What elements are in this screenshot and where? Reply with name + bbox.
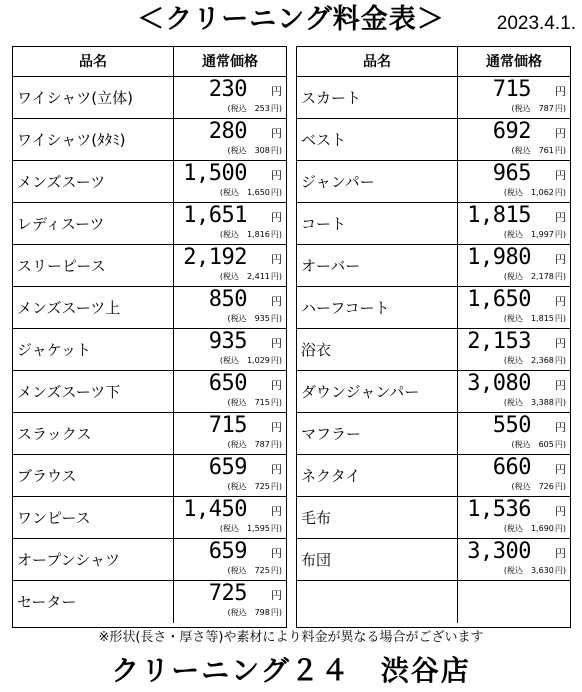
item-name: ジャンパー [297,161,458,202]
yen-unit: 円 [555,127,566,140]
price-cell-empty [458,581,570,623]
table-row [13,581,286,623]
table-row [13,371,286,413]
tax-value: 761 [538,146,554,155]
regular-price: 659 [208,539,247,564]
header-item-name: 品名 [297,47,458,76]
tax-prefix: (税込 [227,608,247,617]
header-regular-price: 通常価格 [486,54,542,70]
item-name: オープンシャツ [13,539,174,580]
table-row [297,119,570,161]
item-name: メンズスーツ下 [13,371,174,412]
tax-prefix: (税込 [503,314,523,323]
tax-value: 725 [254,566,270,575]
tax-prefix: (税込 [227,146,247,155]
table-row [13,119,286,161]
price-cell [174,119,286,160]
tax-included-price [504,565,566,577]
tax-value: 308 [254,146,270,155]
item-name: ブラウス [13,455,174,496]
tax-prefix: (税込 [227,398,247,407]
tax-value: 726 [538,482,554,491]
tax-prefix: (税込 [219,230,239,239]
table-row [13,539,286,581]
tax-suffix: 円) [554,314,566,323]
tax-prefix: (税込 [227,104,247,113]
table-row [297,77,570,119]
table-header [297,47,570,77]
tax-included-price [227,313,282,325]
tax-suffix: 円) [270,356,282,365]
table-row [297,203,570,245]
item-name: オーバー [297,245,458,286]
yen-unit: 円 [271,589,282,602]
yen-unit: 円 [555,211,566,224]
regular-price: 1,500 [183,161,247,186]
price-cell [174,581,286,623]
header [0,2,582,42]
regular-price: 2,192 [183,245,247,270]
regular-price: 3,080 [467,371,531,396]
tax-value: 798 [254,608,270,617]
tax-value: 605 [538,440,554,449]
regular-price: 650 [208,371,247,396]
item-name: セーター [13,581,174,623]
tax-suffix: 円) [270,272,282,281]
table-row [13,245,286,287]
item-name: ネクタイ [297,455,458,496]
yen-unit: 円 [271,547,282,560]
tax-value: 725 [254,482,270,491]
tax-value: 787 [538,104,554,113]
regular-price: 3,300 [467,539,531,564]
tax-prefix: (税込 [219,272,239,281]
price-cell [458,119,570,160]
regular-price: 1,536 [467,497,531,522]
regular-price: 1,650 [467,287,531,312]
price-cell [458,497,570,538]
tax-suffix: 円) [270,524,282,533]
tax-prefix: (税込 [227,314,247,323]
tax-prefix: (税込 [503,230,523,239]
price-cell [458,77,570,118]
regular-price: 1,651 [183,203,247,228]
tax-suffix: 円) [270,440,282,449]
tax-included-price [227,607,282,619]
item-name: コート [297,203,458,244]
regular-price: 935 [208,329,247,354]
tax-included-price [227,145,282,157]
tax-prefix: (税込 [503,566,523,575]
table-row [297,245,570,287]
price-cell [458,371,570,412]
price-cell [174,371,286,412]
item-name: 毛布 [297,497,458,538]
shop-name: クリーニング２４ 渋谷店 [111,654,471,687]
header-regular-price: 通常価格 [202,54,258,70]
regular-price: 660 [492,455,531,480]
yen-unit: 円 [271,253,282,266]
tax-included-price [227,565,282,577]
tax-suffix: 円) [270,566,282,575]
tax-suffix: 円) [270,188,282,197]
price-cell [458,161,570,202]
yen-unit: 円 [271,379,282,392]
item-name: ジャケット [13,329,174,370]
tax-included-price [504,523,566,535]
yen-unit: 円 [555,295,566,308]
tax-included-price [220,187,282,199]
tax-prefix: (税込 [219,524,239,533]
tax-prefix: (税込 [219,356,239,365]
tax-value: 3,630 [530,566,554,575]
tax-included-price [504,397,566,409]
yen-unit: 円 [271,463,282,476]
tax-prefix: (税込 [227,440,247,449]
tax-suffix: 円) [270,398,282,407]
item-name: ベスト [297,119,458,160]
tax-included-price [511,439,566,451]
table-row [13,497,286,539]
yen-unit: 円 [555,169,566,182]
price-cell [458,329,570,370]
tax-included-price [220,523,282,535]
tax-suffix: 円) [270,146,282,155]
tax-value: 1,690 [530,524,554,533]
yen-unit: 円 [271,211,282,224]
yen-unit: 円 [555,337,566,350]
price-table-left [12,46,287,628]
yen-unit: 円 [555,253,566,266]
item-name-empty [297,581,458,623]
tax-prefix: (税込 [511,440,531,449]
price-cell [458,203,570,244]
yen-unit: 円 [555,421,566,434]
tax-value: 253 [254,104,270,113]
regular-price: 280 [208,119,247,144]
tax-included-price [220,229,282,241]
item-name: 浴衣 [297,329,458,370]
yen-unit: 円 [271,421,282,434]
tax-prefix: (税込 [511,146,531,155]
table-header [13,47,286,77]
tax-prefix: (税込 [511,104,531,113]
tax-included-price [511,481,566,493]
tax-suffix: 円) [270,104,282,113]
tax-prefix: (税込 [503,398,523,407]
tax-value: 1,062 [530,188,554,197]
tax-included-price [227,103,282,115]
tax-value: 1,595 [246,524,270,533]
tax-included-price [511,103,566,115]
tax-prefix: (税込 [503,356,523,365]
table-row [13,455,286,497]
regular-price: 1,815 [467,203,531,228]
tax-suffix: 円) [554,440,566,449]
tax-suffix: 円) [270,230,282,239]
tax-suffix: 円) [554,356,566,365]
item-name: マフラー [297,413,458,454]
tax-prefix: (税込 [511,482,531,491]
tax-suffix: 円) [554,230,566,239]
price-note: ※形状(長さ・厚さ等)や素材により料金が異なる場合がございます [98,630,484,645]
tax-prefix: (税込 [503,272,523,281]
tax-suffix: 円) [554,482,566,491]
regular-price: 715 [208,413,247,438]
item-name: ワイシャツ(ﾀﾀﾐ) [13,119,174,160]
price-table-right [296,46,571,628]
yen-unit: 円 [271,295,282,308]
tax-suffix: 円) [270,608,282,617]
tax-included-price [504,313,566,325]
date-label: 2023.4.1. [496,13,576,34]
yen-unit: 円 [555,505,566,518]
table-row [297,329,570,371]
tax-value: 1,816 [246,230,270,239]
price-cell [174,161,286,202]
tax-value: 1,029 [246,356,270,365]
tax-included-price [504,271,566,283]
tax-value: 935 [254,314,270,323]
tax-included-price [227,439,282,451]
price-cell [458,287,570,328]
regular-price: 725 [208,581,247,606]
regular-price: 1,450 [183,497,247,522]
regular-price: 850 [208,287,247,312]
yen-unit: 円 [271,505,282,518]
item-name: 布団 [297,539,458,580]
tax-included-price [220,271,282,283]
yen-unit: 円 [271,127,282,140]
tax-value: 1,997 [530,230,554,239]
price-cell [174,539,286,580]
table-row [297,413,570,455]
tax-prefix: (税込 [503,188,523,197]
header-item-name: 品名 [13,47,174,76]
item-name: スリーピース [13,245,174,286]
tax-value: 2,368 [530,356,554,365]
tax-suffix: 円) [554,104,566,113]
tax-value: 1,650 [246,188,270,197]
regular-price: 550 [492,413,531,438]
regular-price: 715 [492,77,531,102]
price-cell [174,287,286,328]
regular-price: 692 [492,119,531,144]
price-cell [174,413,286,454]
yen-unit: 円 [271,85,282,98]
tax-suffix: 円) [554,398,566,407]
table-row [297,287,570,329]
tax-value: 787 [254,440,270,449]
page-title: ＜クリーニング料金表＞ [137,4,445,35]
tax-value: 715 [254,398,270,407]
regular-price: 230 [208,77,247,102]
price-cell [174,455,286,496]
table-row [297,371,570,413]
table-row [297,497,570,539]
item-name: ダウンジャンパー [297,371,458,412]
item-name: メンズスーツ [13,161,174,202]
tax-suffix: 円) [554,566,566,575]
tax-prefix: (税込 [227,566,247,575]
tax-included-price [227,481,282,493]
table-row [13,413,286,455]
table-row [13,287,286,329]
price-cell [174,245,286,286]
yen-unit: 円 [271,337,282,350]
tax-included-price [220,355,282,367]
price-tables [12,46,571,628]
table-row [297,161,570,203]
yen-unit: 円 [271,169,282,182]
tax-included-price [504,229,566,241]
tax-suffix: 円) [270,314,282,323]
tax-value: 3,388 [530,398,554,407]
table-row [13,77,286,119]
tax-included-price [504,187,566,199]
price-cell [174,203,286,244]
tax-suffix: 円) [554,272,566,281]
tax-suffix: 円) [270,482,282,491]
item-name: ハーフコート [297,287,458,328]
item-name: ワンピース [13,497,174,538]
tax-prefix: (税込 [503,524,523,533]
item-name: スラックス [13,413,174,454]
price-cell [458,539,570,580]
tax-suffix: 円) [554,146,566,155]
yen-unit: 円 [555,547,566,560]
regular-price: 1,980 [467,245,531,270]
tax-included-price [227,397,282,409]
regular-price: 2,153 [467,329,531,354]
price-cell [174,77,286,118]
tax-suffix: 円) [554,188,566,197]
table-row [297,539,570,581]
table-row [13,161,286,203]
price-cell [174,497,286,538]
price-cell [458,245,570,286]
yen-unit: 円 [555,379,566,392]
regular-price: 965 [492,161,531,186]
yen-unit: 円 [555,463,566,476]
tax-prefix: (税込 [227,482,247,491]
item-name: ワイシャツ(立体) [13,77,174,118]
item-name: メンズスーツ上 [13,287,174,328]
price-cell [174,329,286,370]
tax-prefix: (税込 [219,188,239,197]
regular-price: 659 [208,455,247,480]
tax-included-price [504,355,566,367]
yen-unit: 円 [555,85,566,98]
price-cell [458,455,570,496]
tax-value: 2,411 [246,272,270,281]
tax-included-price [511,145,566,157]
table-row-empty [297,581,570,623]
table-row [297,455,570,497]
tax-value: 2,178 [530,272,554,281]
item-name: レディスーツ [13,203,174,244]
table-row [13,203,286,245]
table-row [13,329,286,371]
price-cell [458,413,570,454]
tax-value: 1,815 [530,314,554,323]
item-name: スカート [297,77,458,118]
tax-suffix: 円) [554,524,566,533]
